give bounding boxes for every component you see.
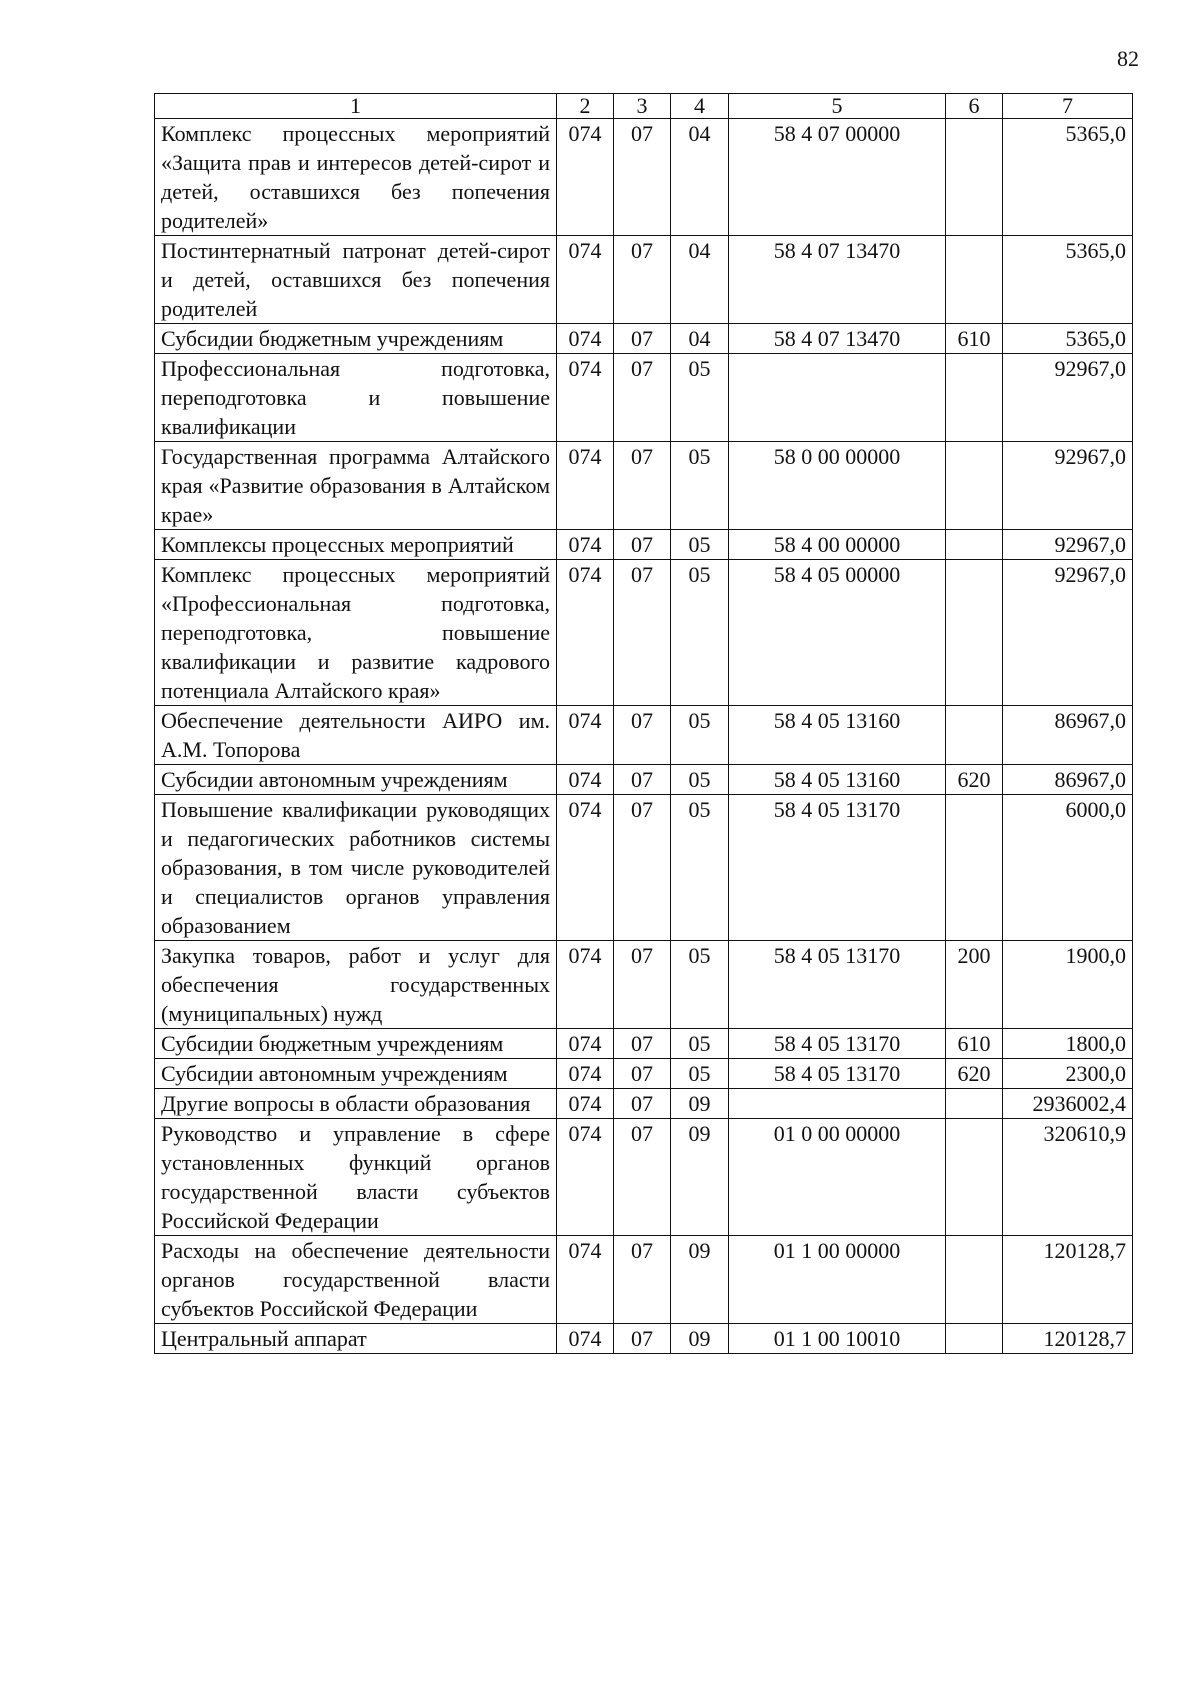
target-item-code-cell bbox=[729, 1089, 946, 1119]
section-code-cell: 07 bbox=[614, 236, 671, 324]
subsection-code-cell: 09 bbox=[671, 1089, 729, 1119]
department-code-cell: 074 bbox=[557, 442, 614, 530]
amount-cell: 92967,0 bbox=[1003, 354, 1133, 442]
target-item-code-cell: 01 1 00 10010 bbox=[729, 1324, 946, 1354]
table-row bbox=[155, 795, 1133, 941]
section-code-cell: 07 bbox=[614, 1236, 671, 1324]
expense-type-cell: 200 bbox=[946, 941, 1003, 1029]
expense-type-cell bbox=[946, 1236, 1003, 1324]
subsection-code-cell: 04 bbox=[671, 119, 729, 236]
table-row bbox=[155, 560, 1133, 706]
target-item-code-cell: 01 1 00 00000 bbox=[729, 1236, 946, 1324]
department-code-cell: 074 bbox=[557, 324, 614, 354]
section-code-cell: 07 bbox=[614, 1059, 671, 1089]
budget-table bbox=[154, 93, 1133, 1354]
table-row bbox=[155, 1236, 1133, 1324]
expense-type-cell bbox=[946, 1119, 1003, 1236]
item-name-cell: Государственная программа Алтайского края «Развитие образования в Алтайском крае» bbox=[155, 442, 557, 530]
section-code-cell: 07 bbox=[614, 941, 671, 1029]
target-item-code-cell: 58 4 05 13160 bbox=[729, 765, 946, 795]
expense-type-cell: 610 bbox=[946, 1029, 1003, 1059]
table-row bbox=[155, 442, 1133, 530]
department-code-cell: 074 bbox=[557, 1324, 614, 1354]
department-code-cell: 074 bbox=[557, 1029, 614, 1059]
expense-type-cell: 620 bbox=[946, 765, 1003, 795]
column-header: 1 bbox=[155, 94, 557, 119]
expense-type-cell bbox=[946, 354, 1003, 442]
item-name-cell: Комплекс процессных мероприятий «Профессиональная подготовка, переподготовка, повышение квалификации и развитие кадрового потенциала Алтайского края» bbox=[155, 560, 557, 706]
target-item-code-cell: 58 4 00 00000 bbox=[729, 530, 946, 560]
table-row bbox=[155, 765, 1133, 795]
amount-cell: 92967,0 bbox=[1003, 442, 1133, 530]
subsection-code-cell: 04 bbox=[671, 324, 729, 354]
table-row bbox=[155, 1089, 1133, 1119]
expense-type-cell bbox=[946, 530, 1003, 560]
amount-cell: 5365,0 bbox=[1003, 324, 1133, 354]
table-row bbox=[155, 1059, 1133, 1089]
expense-type-cell: 620 bbox=[946, 1059, 1003, 1089]
subsection-code-cell: 05 bbox=[671, 706, 729, 765]
item-name-cell: Профессиональная подготовка, переподготовка и повышение квалификации bbox=[155, 354, 557, 442]
item-name-cell: Руководство и управление в сфере установленных функций органов государственной власти субъектов Российской Федерации bbox=[155, 1119, 557, 1236]
header-row bbox=[155, 94, 1133, 119]
subsection-code-cell: 05 bbox=[671, 1059, 729, 1089]
amount-cell: 2936002,4 bbox=[1003, 1089, 1133, 1119]
department-code-cell: 074 bbox=[557, 1089, 614, 1119]
amount-cell: 1800,0 bbox=[1003, 1029, 1133, 1059]
target-item-code-cell: 58 0 00 00000 bbox=[729, 442, 946, 530]
amount-cell: 92967,0 bbox=[1003, 560, 1133, 706]
expense-type-cell bbox=[946, 560, 1003, 706]
subsection-code-cell: 09 bbox=[671, 1119, 729, 1236]
item-name-cell: Комплексы процессных мероприятий bbox=[155, 530, 557, 560]
section-code-cell: 07 bbox=[614, 324, 671, 354]
target-item-code-cell: 58 4 07 00000 bbox=[729, 119, 946, 236]
table-row bbox=[155, 119, 1133, 236]
column-header: 2 bbox=[557, 94, 614, 119]
subsection-code-cell: 05 bbox=[671, 354, 729, 442]
expense-type-cell bbox=[946, 119, 1003, 236]
target-item-code-cell: 58 4 05 00000 bbox=[729, 560, 946, 706]
item-name-cell: Субсидии автономным учреждениям bbox=[155, 765, 557, 795]
department-code-cell: 074 bbox=[557, 560, 614, 706]
department-code-cell: 074 bbox=[557, 941, 614, 1029]
amount-cell: 5365,0 bbox=[1003, 119, 1133, 236]
department-code-cell: 074 bbox=[557, 236, 614, 324]
item-name-cell: Закупка товаров, работ и услуг для обеспечения государственных (муниципальных) нужд bbox=[155, 941, 557, 1029]
item-name-cell: Комплекс процессных мероприятий «Защита прав и интересов детей-сирот и детей, оставшихся без попечения родителей» bbox=[155, 119, 557, 236]
department-code-cell: 074 bbox=[557, 795, 614, 941]
table-row bbox=[155, 236, 1133, 324]
department-code-cell: 074 bbox=[557, 354, 614, 442]
section-code-cell: 07 bbox=[614, 442, 671, 530]
department-code-cell: 074 bbox=[557, 765, 614, 795]
department-code-cell: 074 bbox=[557, 1236, 614, 1324]
subsection-code-cell: 05 bbox=[671, 1029, 729, 1059]
section-code-cell: 07 bbox=[614, 1324, 671, 1354]
table-row bbox=[155, 354, 1133, 442]
table-row bbox=[155, 1324, 1133, 1354]
amount-cell: 86967,0 bbox=[1003, 765, 1133, 795]
expense-type-cell: 610 bbox=[946, 324, 1003, 354]
subsection-code-cell: 09 bbox=[671, 1324, 729, 1354]
subsection-code-cell: 05 bbox=[671, 941, 729, 1029]
target-item-code-cell: 58 4 05 13160 bbox=[729, 706, 946, 765]
table-row bbox=[155, 530, 1133, 560]
amount-cell: 120128,7 bbox=[1003, 1236, 1133, 1324]
department-code-cell: 074 bbox=[557, 530, 614, 560]
subsection-code-cell: 05 bbox=[671, 795, 729, 941]
section-code-cell: 07 bbox=[614, 706, 671, 765]
table-row bbox=[155, 941, 1133, 1029]
section-code-cell: 07 bbox=[614, 795, 671, 941]
amount-cell: 92967,0 bbox=[1003, 530, 1133, 560]
amount-cell: 1900,0 bbox=[1003, 941, 1133, 1029]
table-row bbox=[155, 706, 1133, 765]
target-item-code-cell: 58 4 05 13170 bbox=[729, 795, 946, 941]
column-header: 3 bbox=[614, 94, 671, 119]
section-code-cell: 07 bbox=[614, 354, 671, 442]
department-code-cell: 074 bbox=[557, 1119, 614, 1236]
subsection-code-cell: 05 bbox=[671, 530, 729, 560]
item-name-cell: Обеспечение деятельности АИРО им. А.М. Топорова bbox=[155, 706, 557, 765]
item-name-cell: Другие вопросы в области образования bbox=[155, 1089, 557, 1119]
item-name-cell: Субсидии бюджетным учреждениям bbox=[155, 324, 557, 354]
section-code-cell: 07 bbox=[614, 1029, 671, 1059]
amount-cell: 86967,0 bbox=[1003, 706, 1133, 765]
table-row bbox=[155, 1029, 1133, 1059]
table-body bbox=[155, 119, 1133, 1354]
column-header: 5 bbox=[729, 94, 946, 119]
target-item-code-cell bbox=[729, 354, 946, 442]
expense-type-cell bbox=[946, 236, 1003, 324]
department-code-cell: 074 bbox=[557, 119, 614, 236]
expense-type-cell bbox=[946, 795, 1003, 941]
column-header: 7 bbox=[1003, 94, 1133, 119]
expense-type-cell bbox=[946, 1089, 1003, 1119]
target-item-code-cell: 58 4 05 13170 bbox=[729, 1059, 946, 1089]
section-code-cell: 07 bbox=[614, 765, 671, 795]
amount-cell: 2300,0 bbox=[1003, 1059, 1133, 1089]
section-code-cell: 07 bbox=[614, 1119, 671, 1236]
department-code-cell: 074 bbox=[557, 706, 614, 765]
item-name-cell: Центральный аппарат bbox=[155, 1324, 557, 1354]
expense-type-cell bbox=[946, 442, 1003, 530]
item-name-cell: Субсидии автономным учреждениям bbox=[155, 1059, 557, 1089]
expense-type-cell bbox=[946, 706, 1003, 765]
subsection-code-cell: 05 bbox=[671, 560, 729, 706]
column-header: 4 bbox=[671, 94, 729, 119]
subsection-code-cell: 04 bbox=[671, 236, 729, 324]
amount-cell: 5365,0 bbox=[1003, 236, 1133, 324]
table-row bbox=[155, 324, 1133, 354]
column-header: 6 bbox=[946, 94, 1003, 119]
item-name-cell: Постинтернатный патронат детей-сирот и детей, оставшихся без попечения родителей bbox=[155, 236, 557, 324]
subsection-code-cell: 09 bbox=[671, 1236, 729, 1324]
target-item-code-cell: 58 4 05 13170 bbox=[729, 941, 946, 1029]
item-name-cell: Расходы на обеспечение деятельности органов государственной власти субъектов Российской Федерации bbox=[155, 1236, 557, 1324]
department-code-cell: 074 bbox=[557, 1059, 614, 1089]
subsection-code-cell: 05 bbox=[671, 765, 729, 795]
section-code-cell: 07 bbox=[614, 1089, 671, 1119]
expense-type-cell bbox=[946, 1324, 1003, 1354]
amount-cell: 120128,7 bbox=[1003, 1324, 1133, 1354]
section-code-cell: 07 bbox=[614, 530, 671, 560]
target-item-code-cell: 58 4 05 13170 bbox=[729, 1029, 946, 1059]
item-name-cell: Повышение квалификации руководящих и педагогических работников системы образования, в том числе руководителей и специалистов органов управления образованием bbox=[155, 795, 557, 941]
section-code-cell: 07 bbox=[614, 560, 671, 706]
amount-cell: 320610,9 bbox=[1003, 1119, 1133, 1236]
amount-cell: 6000,0 bbox=[1003, 795, 1133, 941]
target-item-code-cell: 58 4 07 13470 bbox=[729, 324, 946, 354]
target-item-code-cell: 58 4 07 13470 bbox=[729, 236, 946, 324]
item-name-cell: Субсидии бюджетным учреждениям bbox=[155, 1029, 557, 1059]
page-number: 82 bbox=[1117, 46, 1139, 71]
target-item-code-cell: 01 0 00 00000 bbox=[729, 1119, 946, 1236]
section-code-cell: 07 bbox=[614, 119, 671, 236]
table-row bbox=[155, 1119, 1133, 1236]
subsection-code-cell: 05 bbox=[671, 442, 729, 530]
